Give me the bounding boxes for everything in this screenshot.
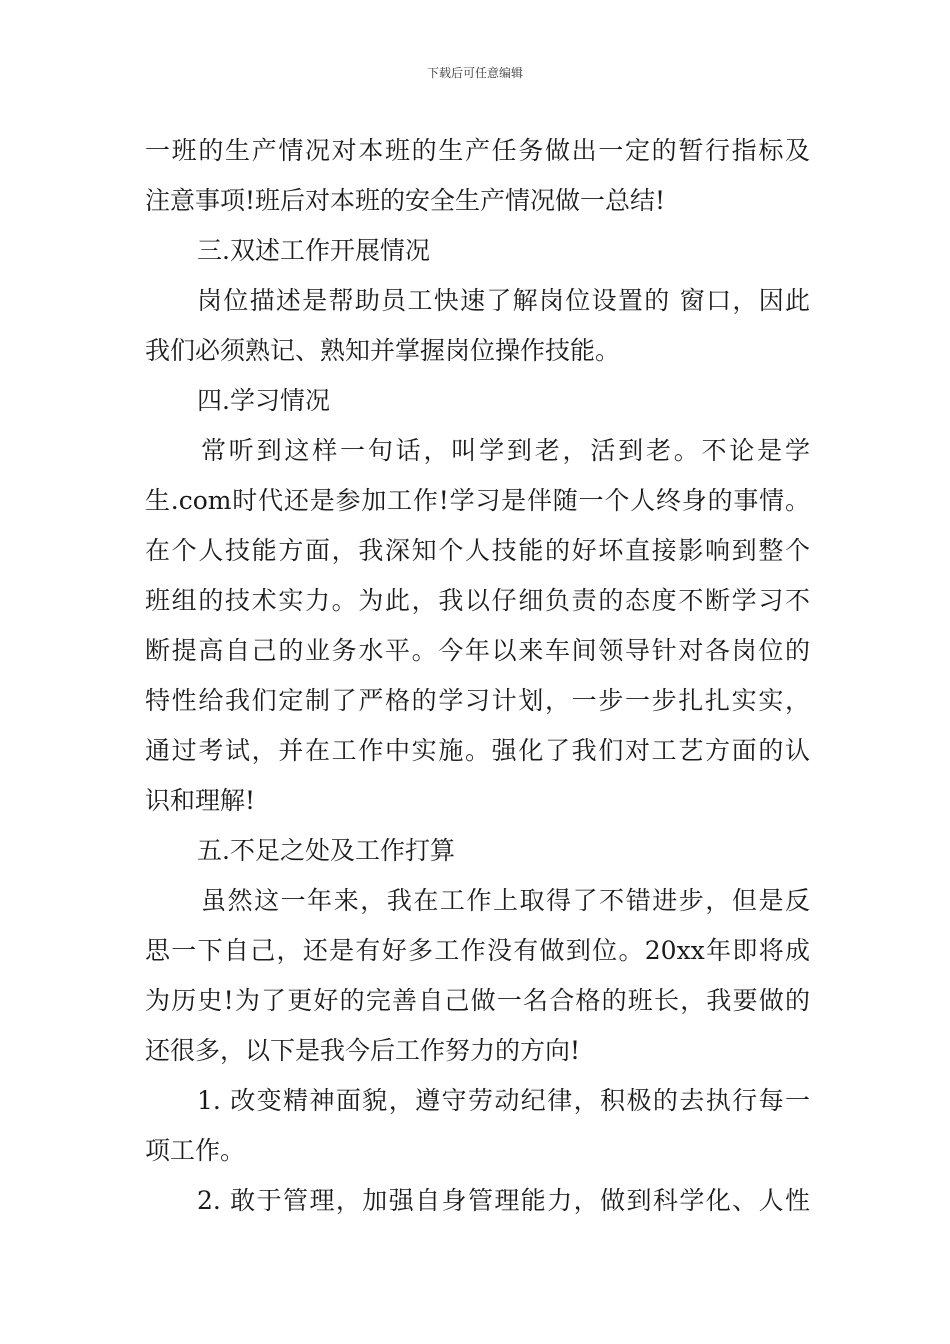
text-line: 还很多，以下是我今后工作努力的方向!: [145, 1036, 581, 1065]
text-line: 为历史!为了更好的完善自己做一名合格的班长，我要做的: [145, 986, 810, 1015]
section-heading: 五.不足之处及工作打算: [197, 836, 455, 865]
text-line: 常听到这样一句话，叫学到老，活到老。不论是学: [201, 436, 810, 465]
text-line: 1. 改变精神面貌，遵守劳动纪律，积极的去执行每一: [197, 1086, 810, 1115]
text-line: 项工作。: [145, 1136, 246, 1165]
text-line: 2. 敢于管理，加强自身管理能力，做到科学化、人性: [197, 1186, 810, 1215]
text-line: 班组的技术实力。为此，我以仔细负责的态度不断学习不: [145, 586, 810, 615]
text-line: 通过考试，并在工作中实施。强化了我们对工艺方面的认: [145, 736, 810, 765]
page-header: 下载后可任意编辑: [426, 66, 523, 80]
section-heading: 三.双述工作开展情况: [197, 236, 430, 265]
text-line: 思一下自己，还是有好多工作没有做到位。20xx年即将成: [145, 936, 810, 965]
document-body: [145, 126, 810, 1226]
text-line: 断提高自己的业务水平。今年以来车间领导针对各岗位的: [145, 636, 810, 665]
text-line: 生.com时代还是参加工作!学习是伴随一个人终身的事情。: [145, 486, 810, 515]
text-line: 一班的生产情况对本班的生产任务做出一定的暂行指标及: [145, 136, 810, 165]
section-heading: 四.学习情况: [197, 386, 330, 415]
text-line: 特性给我们定制了严格的学习计划，一步一步扎扎实实，: [145, 686, 810, 715]
text-line: 注意事项!班后对本班的安全生产情况做一总结!: [145, 186, 666, 215]
text-line: 岗位描述是帮助员工快速了解岗位设置的 窗口，因此: [197, 286, 810, 315]
text-line: 在个人技能方面，我深知个人技能的好坏直接影响到整个: [145, 536, 810, 565]
text-line: 我们必须熟记、熟知并掌握岗位操作技能。: [145, 336, 621, 365]
text-line: 虽然这一年来，我在工作上取得了不错进步，但是反: [201, 886, 810, 915]
text-line: 识和理解!: [145, 786, 256, 815]
